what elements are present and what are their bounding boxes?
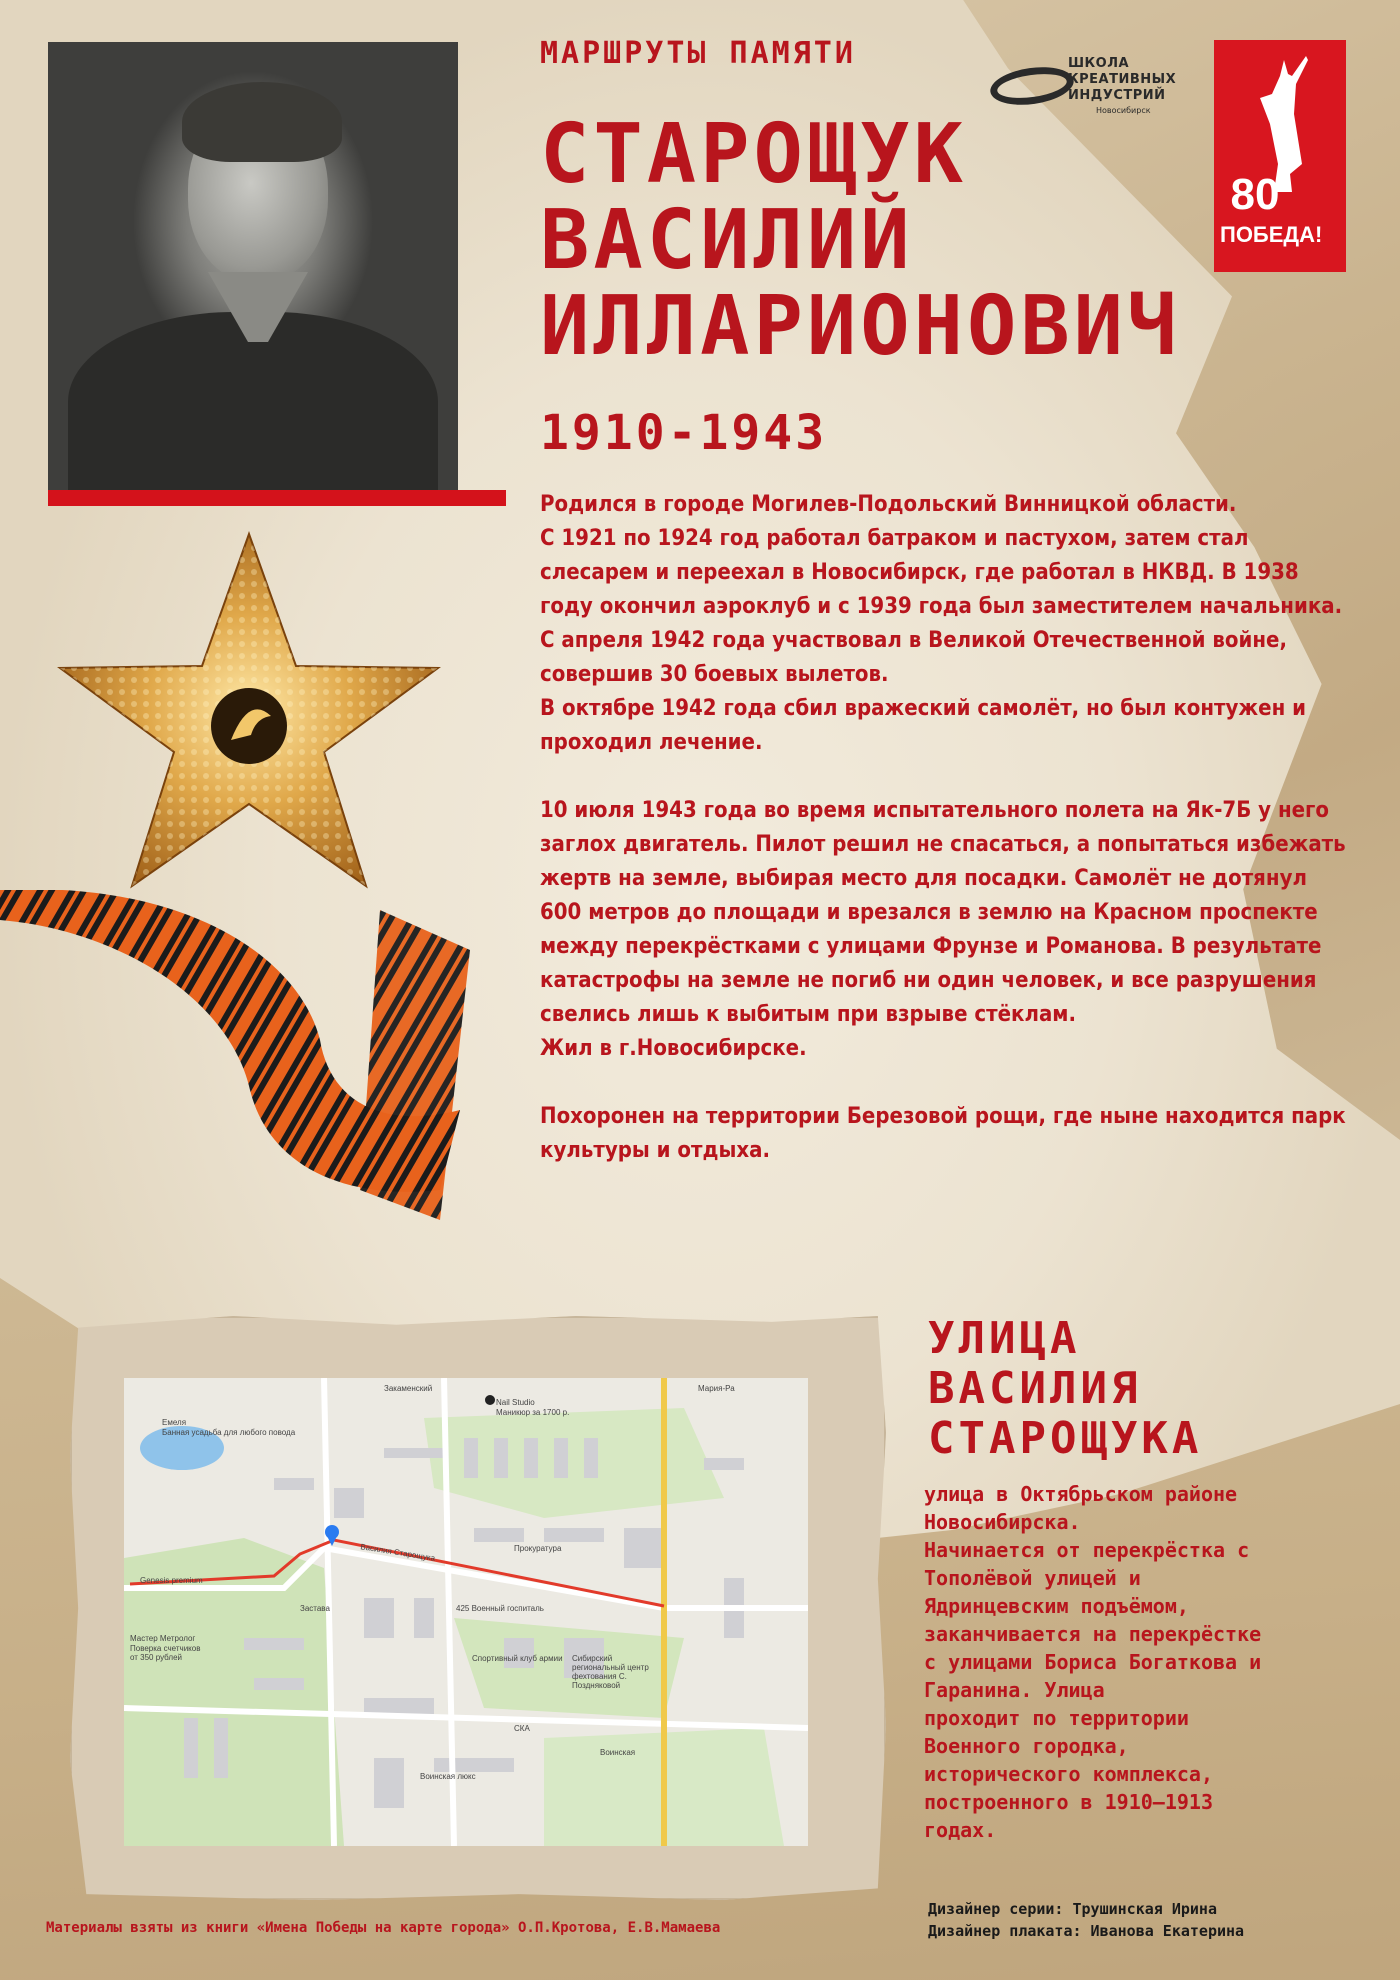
- logo-city: Новосибирск: [1096, 106, 1151, 115]
- red-accent-bar: [48, 490, 506, 506]
- map-label: Емеля: [162, 1418, 187, 1427]
- portrait-photo: [48, 42, 458, 490]
- map-label: Закаменский: [384, 1384, 433, 1393]
- map-label: Прокуратура: [514, 1544, 562, 1553]
- bio-paragraph: Похоронен на территории Березовой рощи, где ныне находится парк культуры и отдыха.: [540, 1104, 1346, 1163]
- map-label: Genesis premium: [140, 1576, 203, 1585]
- victory-number: 80: [1230, 170, 1280, 219]
- map-label: Воинская люкс: [420, 1772, 476, 1781]
- map-label: 425 Военный госпиталь: [456, 1604, 544, 1613]
- street-map: [124, 1378, 808, 1846]
- biography: [540, 488, 1350, 1202]
- street-title: УЛИЦА ВАСИЛИЯ СТАРОЩУКА: [928, 1313, 1203, 1464]
- series-title: МАРШРУТЫ ПАМЯТИ: [540, 36, 856, 71]
- map-label: Маникюр за 1700 р.: [496, 1408, 570, 1417]
- map-label: Василия Старощука: [359, 1542, 436, 1563]
- map-label: Мария-Ра: [698, 1384, 735, 1393]
- bio-paragraph: Родился в городе Могилев-Подольский Винницкой области. С 1921 по 1924 год работал батраком и пастухом, затем стал слесарем и переехал в Новосибирск, где работал в НКВД. В 1938 году окончил аэроклуб и с 1939 года был заместителем начальника. С апреля 1942 года участвовал в Великой Отечественной войне, совершив 30 боевых вылетов. В октябре 1942 года сбил вражеский самолёт, но был контужен и проходил лечение.: [540, 492, 1343, 755]
- designer-credits: [928, 1898, 1244, 1942]
- bio-paragraph: 10 июля 1943 года во время испытательного полета на Як-7Б у него заглох двигатель. Пилот решил не спасаться, а попытаться избежать жертв на земле, выбирая место для посадки. Самолёт не дотянул 600 метров до площади и врезался в землю на Красном проспекте между перекрёстками с улицами Фрунзе и Романова. В результате катастрофы на земле не погиб ни один человек, и все разрушения свелись лишь к выбитым при взрыве стёклам. Жил в г.Новосибирске.: [540, 798, 1346, 1061]
- series-designer: Дизайнер серии: Трушинская Ирина: [928, 1900, 1217, 1918]
- map-label: Спортивный клуб армии: [472, 1654, 563, 1663]
- creative-industries-logo: [990, 56, 1190, 116]
- victory-80-badge: [1214, 40, 1346, 272]
- st-george-ribbon: [0, 890, 470, 1230]
- source-credit: Материалы взяты из книги «Имена Победы на карте города» О.П.Кротова, Е.В.Мамаева: [46, 1920, 721, 1936]
- map-label: Поверка счетчиков от 350 рублей: [130, 1644, 201, 1662]
- surname: СТАРОЩУК: [540, 107, 967, 202]
- map-label: Банная усадьба для любого повода: [162, 1428, 296, 1437]
- first-name: ВАСИЛИЙ: [540, 193, 914, 288]
- map-label: Мастер Метролог: [130, 1634, 196, 1643]
- victory-word: ПОБЕДА!: [1220, 222, 1323, 247]
- logo-ring-icon: [988, 62, 1076, 109]
- portrait-image: [48, 42, 458, 490]
- logo-text: ШКОЛА КРЕАТИВНЫХ ИНДУСТРИЙ: [1068, 56, 1177, 103]
- map-label: Застава: [300, 1604, 330, 1613]
- map-label: Воинская: [600, 1748, 636, 1757]
- poster-designer: Дизайнер плаката: Иванова Екатерина: [928, 1922, 1245, 1940]
- patronymic: ИЛЛАРИОНОВИЧ: [540, 279, 1181, 374]
- gold-star-icon: [56, 530, 442, 890]
- street-description: улица в Октябрьском районе Новосибирска. Начинается от перекрёстка с Тополёвой улицей и Ядринцевским подъёмом, заканчивается на перекрёстке с улицами Бориса Богаткова и Гаранина. Улица проходит по территории Военного городка, исторического комплекса, построенного в 1910—1913 годах.: [924, 1482, 1262, 1842]
- map-label: Сибирский региональный центр фехтования С. Поздняковой: [572, 1654, 649, 1690]
- life-years: 1910-1943: [540, 405, 828, 461]
- map-label: Nail Studio: [496, 1398, 535, 1407]
- map-label: СКА: [514, 1724, 530, 1733]
